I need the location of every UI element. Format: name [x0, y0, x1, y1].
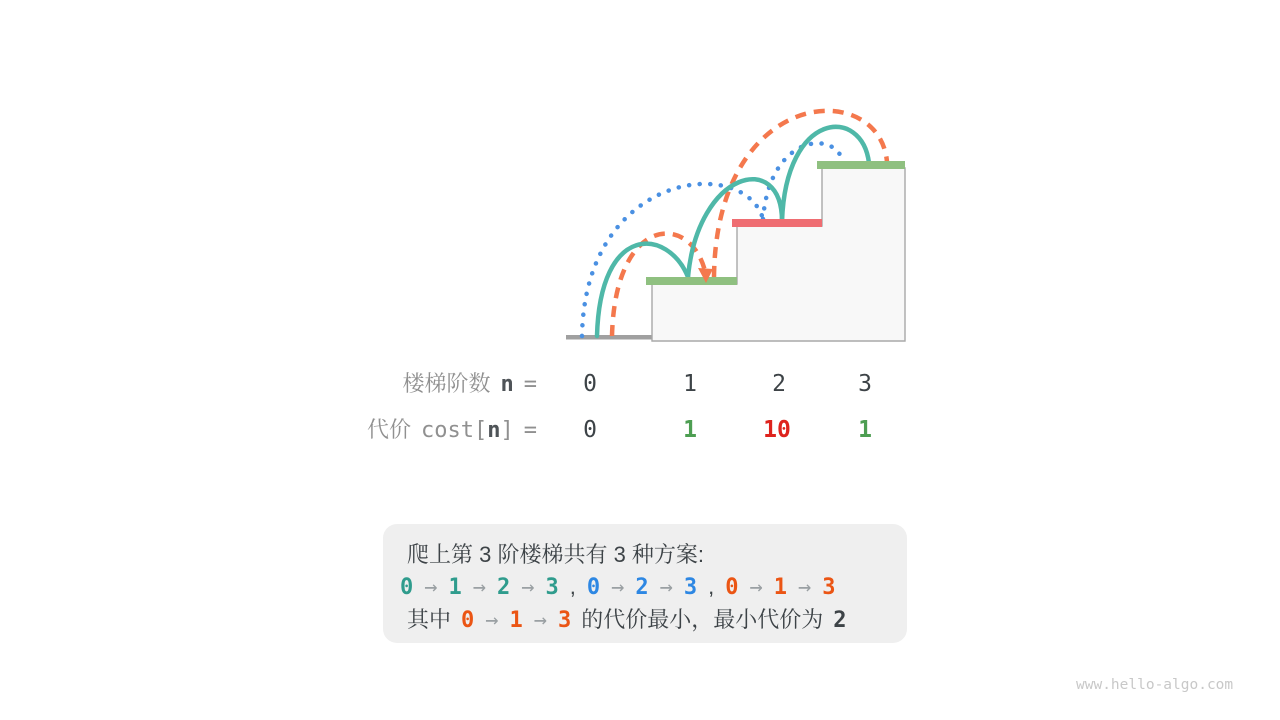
path3-step: 3: [822, 575, 836, 600]
step1-top-bar-green: [646, 277, 737, 285]
comma-separator: ,: [569, 574, 576, 599]
stair-index-0: 0: [583, 371, 597, 397]
step3-top-bar-green: [817, 161, 905, 169]
explanation-line3: [407, 604, 907, 637]
explanation-line1: [407, 539, 907, 571]
path1-step: 2: [497, 575, 511, 600]
arrow-icon: →: [749, 575, 763, 600]
cost-value-1: 1: [683, 417, 697, 443]
min-cost-value: 2: [833, 608, 847, 633]
arrow-icon: →: [798, 575, 812, 600]
explanation-box: [383, 524, 907, 643]
cost-code-open: cost[: [421, 418, 488, 443]
line3-prefix: 其中: [407, 607, 452, 632]
cost-equals: =: [523, 418, 537, 443]
cost-code-close: ]: [500, 418, 514, 443]
stair-index-label: [250, 369, 537, 399]
cost-label: [250, 415, 537, 445]
line3-suffix: 的代价最小，最小代价为: [581, 607, 824, 632]
cost-label-text: 代价: [367, 417, 412, 442]
cost-value-3: 1: [858, 417, 872, 443]
path2-step: 3: [683, 575, 698, 600]
best-path-step: 3: [558, 608, 572, 633]
arrow-icon: →: [659, 575, 673, 600]
arrow-icon: →: [485, 608, 499, 633]
watermark: www.hello-algo.com: [1076, 677, 1234, 693]
stair-index-var-n: n: [500, 372, 514, 397]
path1-step: 3: [545, 575, 559, 600]
path1-step: 0: [400, 575, 414, 600]
path3-step: 1: [773, 575, 787, 600]
cost-var-n: n: [487, 418, 501, 443]
path3-step: 0: [725, 575, 739, 600]
explanation-line1-text: 爬上第 3 阶楼梯共有 3 种方案:: [407, 542, 705, 567]
ground-line: [566, 335, 652, 340]
cost-value-2: 10: [763, 417, 791, 443]
stair-index-1: 1: [683, 371, 697, 397]
arrow-icon: →: [521, 575, 535, 600]
stair-index-label-text: 楼梯阶数: [402, 371, 491, 396]
stair-index-2: 2: [772, 371, 786, 397]
comma-separator: ,: [708, 574, 715, 599]
path2-step: 2: [635, 575, 649, 600]
path1-step: 1: [448, 575, 462, 600]
arrow-icon: →: [611, 575, 625, 600]
best-path-step: 1: [509, 608, 523, 633]
stair-index-3: 3: [858, 371, 872, 397]
path2-step: 0: [586, 575, 601, 600]
arrow-icon: →: [533, 608, 548, 633]
arrow-icon: →: [424, 575, 438, 600]
stair-index-equals: =: [523, 372, 537, 397]
best-path-step: 0: [461, 608, 475, 633]
arrow-icon: →: [472, 575, 486, 600]
step2-top-bar-red: [732, 219, 822, 227]
cost-value-0: 0: [583, 417, 597, 443]
explanation-line2: [400, 571, 907, 604]
